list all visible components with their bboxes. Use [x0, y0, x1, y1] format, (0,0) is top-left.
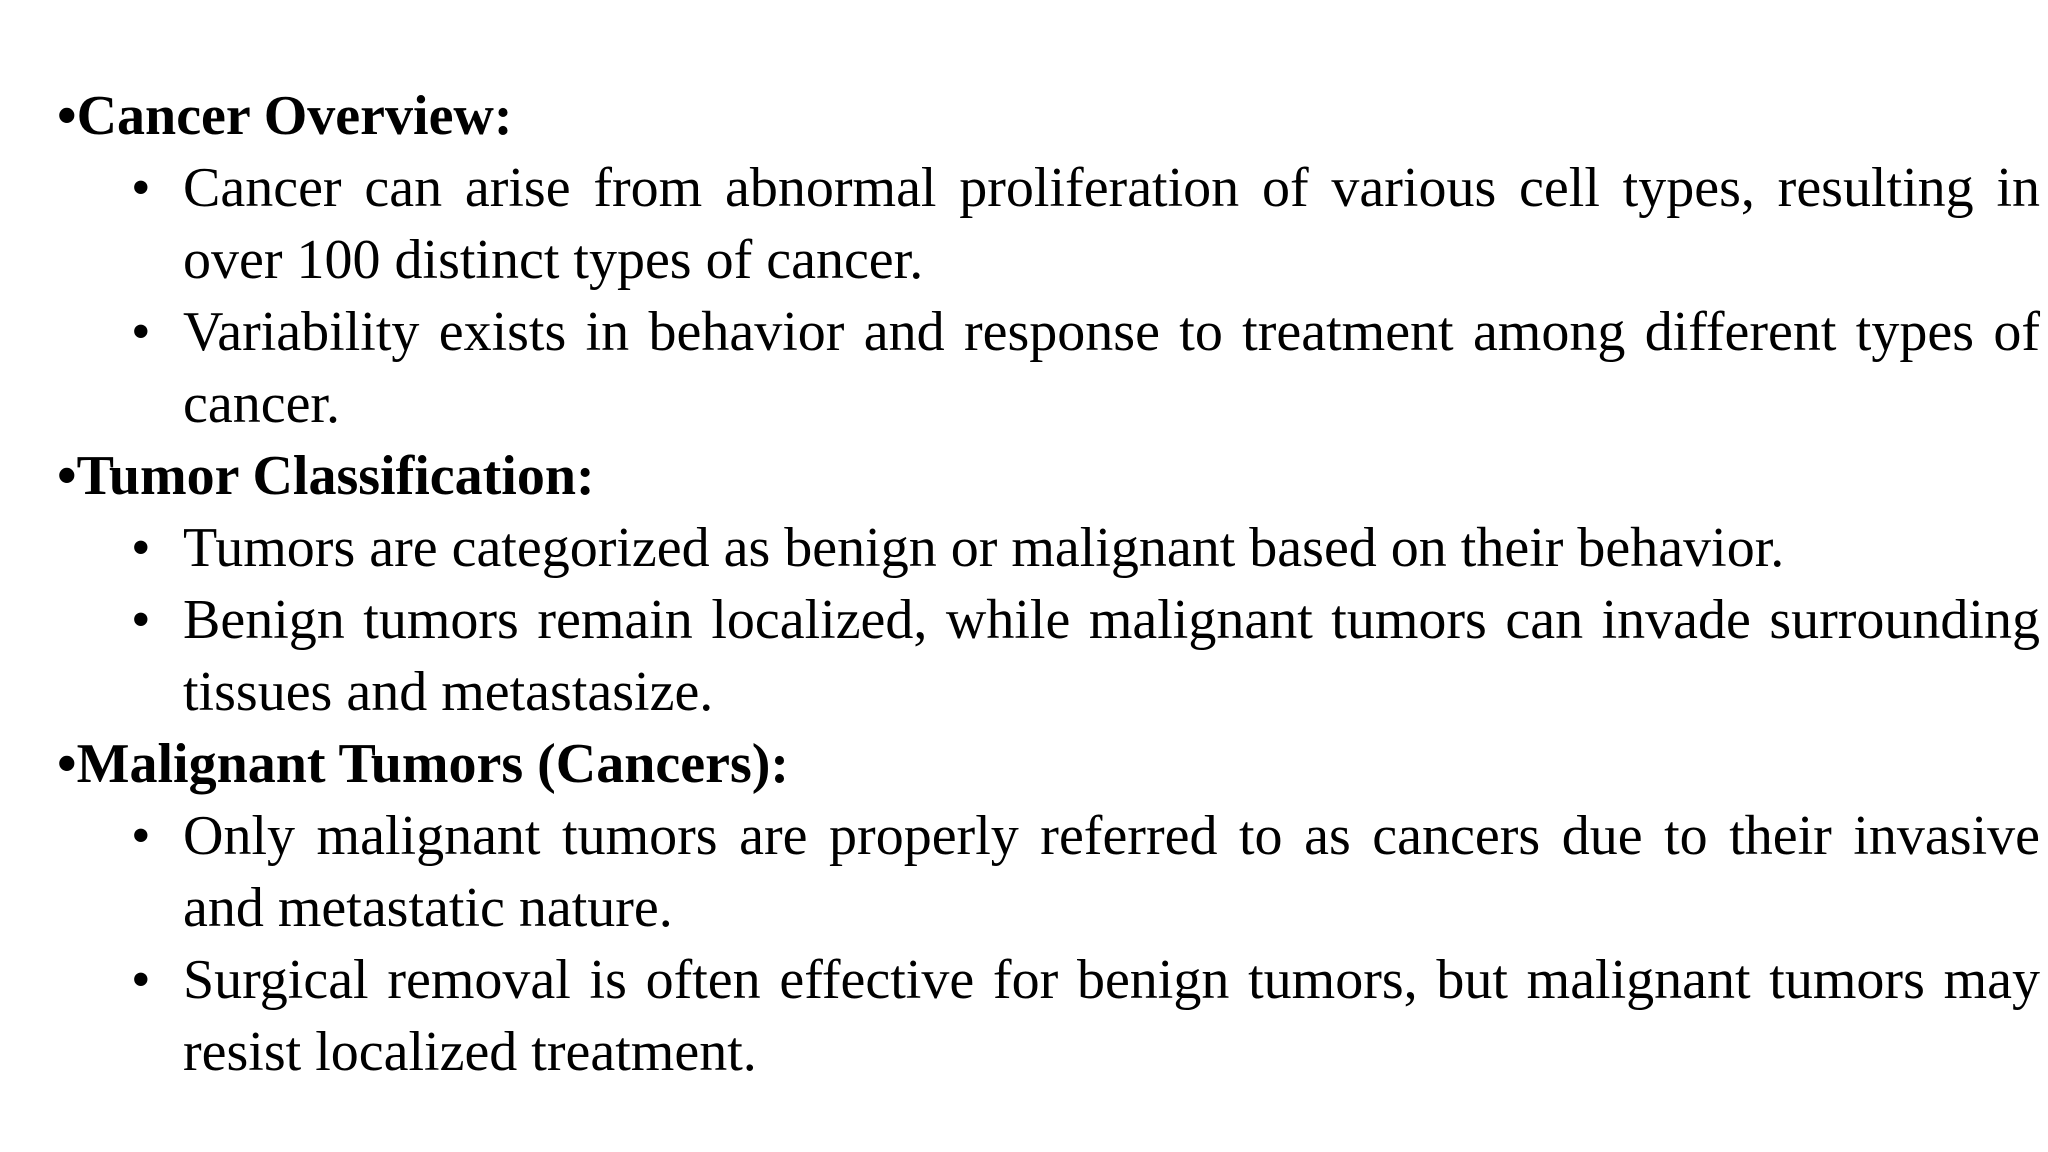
- section-heading: •Tumor Classification:: [57, 445, 595, 507]
- section-heading: •Malignant Tumors (Cancers):: [57, 733, 790, 795]
- bullet-list: [57, 152, 2040, 440]
- bullet-icon: •: [131, 301, 151, 363]
- bullet-text: Surgical removal is often effective for benign tumors, but malignant tumors may resist localized treatment.: [183, 949, 2040, 1083]
- bullet-item: [57, 296, 2040, 440]
- section-malignant-tumors: [57, 728, 2040, 1088]
- bullet-item: [57, 800, 2040, 944]
- bullet-icon: •: [131, 805, 151, 867]
- bullet-item: [57, 944, 2040, 1088]
- bullet-list: [57, 800, 2040, 1088]
- bullet-item: [57, 584, 2040, 728]
- bullet-text: Tumors are categorized as benign or malignant based on their behavior.: [183, 517, 1785, 579]
- section-cancer-overview: [57, 80, 2040, 440]
- slide-content: [57, 80, 2040, 1088]
- bullet-item: [57, 512, 2040, 584]
- bullet-text: Benign tumors remain localized, while malignant tumors can invade surrounding tissues and metastasize.: [183, 589, 2040, 723]
- bullet-icon: •: [131, 517, 151, 579]
- bullet-text: Cancer can arise from abnormal proliferation of various cell types, resulting in over 100 distinct types of cancer.: [183, 157, 2040, 291]
- bullet-text: Variability exists in behavior and response to treatment among different types of cancer.: [183, 301, 2040, 435]
- bullet-list: [57, 512, 2040, 728]
- bullet-text: Only malignant tumors are properly referred to as cancers due to their invasive and metastatic nature.: [183, 805, 2040, 939]
- bullet-icon: •: [131, 157, 151, 219]
- section-heading: •Cancer Overview:: [57, 85, 513, 147]
- section-tumor-classification: [57, 440, 2040, 728]
- bullet-icon: •: [131, 949, 151, 1011]
- bullet-item: [57, 152, 2040, 296]
- bullet-icon: •: [131, 589, 151, 651]
